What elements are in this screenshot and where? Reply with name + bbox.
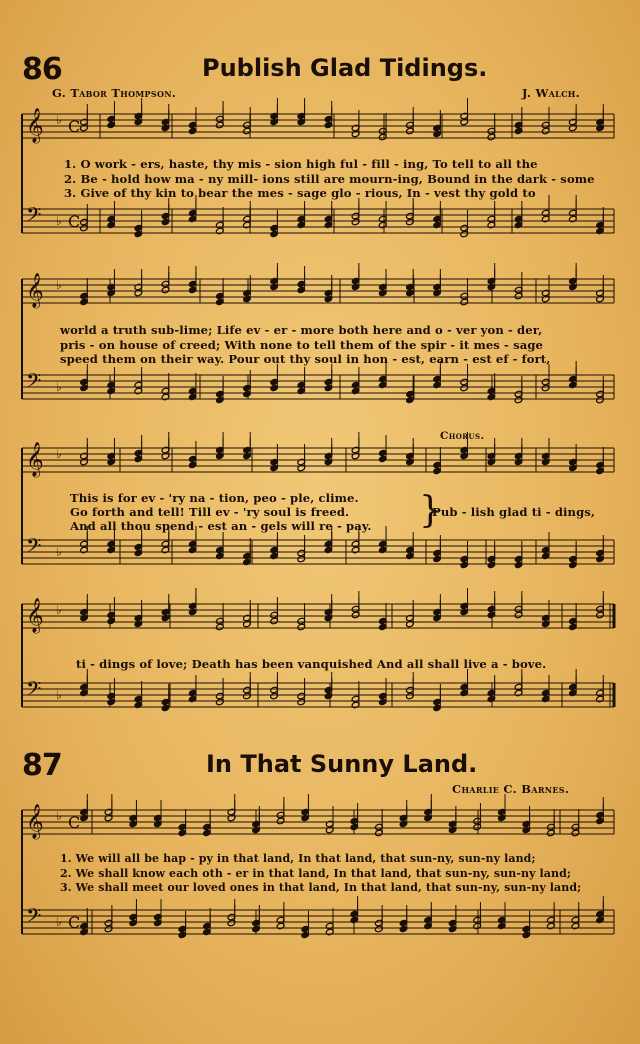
svg-text:♭: ♭: [56, 214, 62, 228]
svg-text:C: C: [68, 212, 81, 231]
svg-text:C: C: [68, 117, 81, 136]
svg-text:𝄞: 𝄞: [26, 273, 44, 308]
hymn-87-composer: Charlie C. Barnes.: [452, 782, 570, 796]
svg-text:C: C: [68, 913, 81, 932]
svg-text:𝄢: 𝄢: [26, 677, 42, 705]
hymn-87-s1-verse3: 3. We shall meet our loved ones in that land, In that land, that sun-ny, sun-ny land;: [60, 881, 582, 894]
svg-text:♭: ♭: [56, 603, 62, 617]
hymn-86-s1-verse3: 3. Give of thy kin to bear the mes - sage glo - rious, In - vest thy gold to: [64, 186, 536, 200]
svg-text:𝄢: 𝄢: [26, 534, 42, 562]
hymn-86-title: Publish Glad Tidings.: [202, 54, 488, 82]
svg-text:♭: ♭: [56, 545, 62, 559]
svg-text:𝄞: 𝄞: [26, 108, 44, 143]
svg-text:𝄢: 𝄢: [26, 904, 42, 932]
hymn-87-s1-verse2: 2. We shall know each oth - er in that land, In that land, that sun-ny, sun-ny land;: [60, 867, 572, 880]
svg-text:𝄞: 𝄞: [26, 442, 44, 477]
hymn-86-refrain-line: Pub - lish glad ti - dings,: [432, 505, 596, 519]
hymn-87-s1-verse1: 1. We will all be hap - py in that land, In that land, that sun-ny, sun-ny land;: [60, 852, 536, 865]
hymn-87-title: In That Sunny Land.: [206, 750, 478, 778]
hymn-86-s3-verse1: This is for ev - 'ry na - tion, peo - ple, clime.: [70, 491, 359, 505]
svg-text:♭: ♭: [56, 447, 62, 461]
svg-text:♭: ♭: [56, 380, 62, 394]
svg-text:♭: ♭: [56, 809, 62, 823]
svg-text:𝄞: 𝄞: [26, 804, 44, 839]
hymn-86-s3-verse2: Go forth and tell! Till ev - 'ry soul is freed.: [70, 505, 350, 519]
svg-text:𝄞: 𝄞: [26, 598, 44, 633]
hymn-86-number: 86: [22, 52, 62, 87]
svg-text:♭: ♭: [56, 915, 62, 929]
svg-text:♭: ♭: [56, 688, 62, 702]
svg-text:𝄢: 𝄢: [26, 203, 42, 231]
svg-text:♭: ♭: [56, 278, 62, 292]
svg-text:𝄢: 𝄢: [26, 369, 42, 397]
hymn-86-s2-verse2: pris - on house of creed; With none to tell them of the spir - it mes - sage: [60, 338, 544, 352]
hymn-87-number: 87: [22, 748, 62, 783]
svg-text:C: C: [68, 813, 81, 832]
hymn-86-s1-verse2: 2. Be - hold how ma - ny mill- ions still are mourn-ing, Bound in the dark - some: [64, 172, 595, 186]
hymn-86-composer: J. Walch.: [522, 86, 580, 100]
hymn-86-s1-verse1: 1. O work - ers, haste, thy mis - sion high ful - fill - ing, To tell to all the: [64, 157, 538, 171]
hymn-86-chorus-label: Chorus.: [440, 430, 485, 442]
hymn-86-s2-verse3: speed them on their way. Pour out thy soul in hon - est, earn - est ef - fort,: [60, 352, 551, 366]
svg-text:♭: ♭: [56, 113, 62, 127]
hymn-86-s3-verse3: And all thou spend - est an - gels will re - pay.: [70, 519, 372, 533]
hymn-86-refrain-brace: }: [419, 490, 443, 531]
hymn-86-s2-verse1: world a truth sub-lime; Life ev - er - more both here and o - ver yon - der,: [60, 323, 543, 337]
hymn-86-s4-line: ti - dings of love; Death has been vanquished And all shall live a - bove.: [76, 657, 547, 671]
hymn-86-lyricist: G. Tabor Thompson.: [52, 86, 177, 100]
